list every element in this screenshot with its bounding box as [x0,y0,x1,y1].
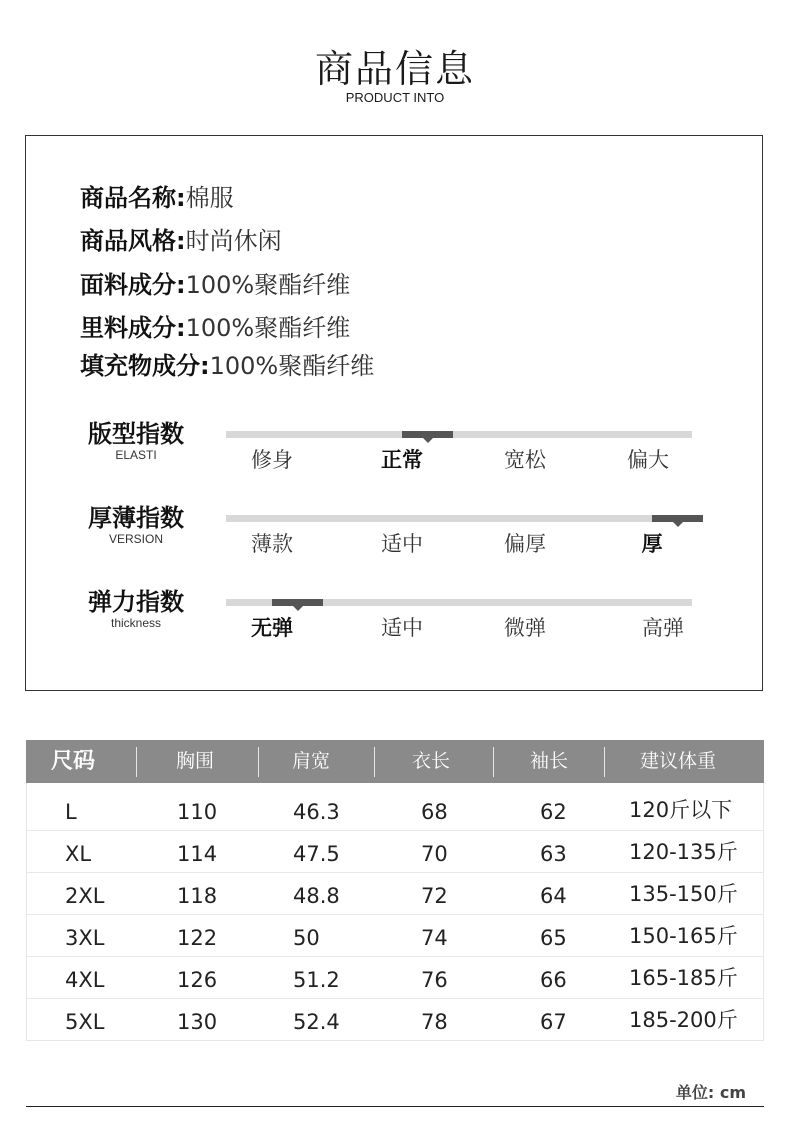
index-option: 厚 [641,532,663,556]
table-cell: 74 [421,926,448,950]
column-separator [604,747,605,777]
table-cell: 5XL [65,1010,105,1034]
index-option: 偏大 [627,448,669,472]
index-marker [402,431,453,438]
attr-label: 里料成分: [80,314,186,342]
table-cell: 62 [540,800,567,824]
table-cell: 50 [293,926,320,950]
table-row [27,872,763,914]
table-cell: 48.8 [293,884,340,908]
elasticity-index-label [56,588,216,630]
index-option: 无弹 [251,616,293,640]
attr-label: 商品名称: [80,184,186,212]
table-cell: 120斤以下 [629,798,733,822]
table-row [27,783,763,830]
column-header: 肩宽 [292,750,331,772]
attr-value: 100%聚酯纤维 [209,352,375,380]
index-option: 适中 [381,532,423,556]
column-header: 尺码 [51,749,96,774]
attr-row [80,178,234,213]
column-header: 衣长 [412,750,451,772]
table-cell: 68 [421,800,448,824]
table-row [27,914,763,956]
index-marker [272,599,323,606]
bottom-divider [26,1106,764,1107]
index-title: 版型指数 [88,420,184,448]
table-cell: 122 [177,926,218,950]
attr-row [80,308,350,343]
table-cell: 110 [177,800,218,824]
table-cell: 67 [540,1010,567,1034]
size-table-header [26,740,764,783]
column-separator [136,747,137,777]
table-cell: 66 [540,968,567,992]
attr-value: 100%聚酯纤维 [185,314,351,342]
table-cell: 135-150斤 [629,882,738,906]
table-cell: 3XL [65,926,105,950]
attr-value: 100%聚酯纤维 [185,271,351,299]
table-cell: 150-165斤 [629,924,738,948]
page-title: 商品信息 [314,47,475,91]
index-title: 厚薄指数 [88,504,184,532]
index-option: 偏厚 [504,532,546,556]
table-cell: 47.5 [293,842,340,866]
table-cell: 65 [540,926,567,950]
table-cell: XL [65,842,92,866]
column-header: 胸围 [176,750,215,772]
table-cell: 120-135斤 [629,840,738,864]
elasticity-index-track [226,599,692,606]
attr-value: 棉服 [185,184,234,212]
thickness-index-label [56,504,216,546]
attr-label: 商品风格: [80,227,186,255]
size-table-body [26,783,764,1041]
fit-index-label [56,420,216,462]
attr-label: 面料成分: [80,271,186,299]
column-separator [374,747,375,777]
index-option: 宽松 [504,448,546,472]
column-header: 袖长 [530,750,569,772]
index-subtitle: VERSION [108,532,163,546]
table-cell: 72 [421,884,448,908]
table-cell: 63 [540,842,567,866]
table-cell: 118 [177,884,218,908]
index-marker [652,515,703,522]
table-row [27,830,763,872]
table-cell: 46.3 [293,800,340,824]
table-cell: L [65,800,77,824]
index-title: 弹力指数 [88,588,184,616]
index-option: 修身 [251,448,293,472]
table-cell: 126 [177,968,218,992]
table-row [27,956,763,998]
attr-row [80,221,282,256]
fit-index-track [226,431,692,438]
index-option: 适中 [381,616,423,640]
table-cell: 64 [540,884,567,908]
attr-row [80,346,374,381]
table-cell: 76 [421,968,448,992]
table-cell: 51.2 [293,968,340,992]
size-table [26,740,764,1041]
attr-value: 时尚休闲 [185,227,282,255]
table-cell: 165-185斤 [629,966,738,990]
page-subtitle: PRODUCT INTO [345,90,445,105]
thickness-index-track [226,515,692,522]
index-option: 正常 [381,448,423,472]
table-cell: 78 [421,1010,448,1034]
table-cell: 2XL [65,884,105,908]
attr-row [80,265,350,300]
index-option: 高弹 [642,616,684,640]
product-info-box [25,135,763,691]
attr-label: 填充物成分: [80,352,210,380]
index-option: 微弹 [504,616,546,640]
table-cell: 114 [177,842,218,866]
column-header: 建议体重 [640,750,717,772]
index-option: 薄款 [251,532,293,556]
table-cell: 185-200斤 [629,1008,738,1032]
unit-note: 单位: cm [675,1083,746,1102]
table-cell: 4XL [65,968,105,992]
column-separator [493,747,494,777]
table-cell: 52.4 [293,1010,340,1034]
index-subtitle: ELASTI [115,448,157,462]
index-subtitle: thickness [110,616,162,630]
column-separator [258,747,259,777]
table-row [27,998,763,1040]
table-cell: 130 [177,1010,218,1034]
table-cell: 70 [421,842,448,866]
